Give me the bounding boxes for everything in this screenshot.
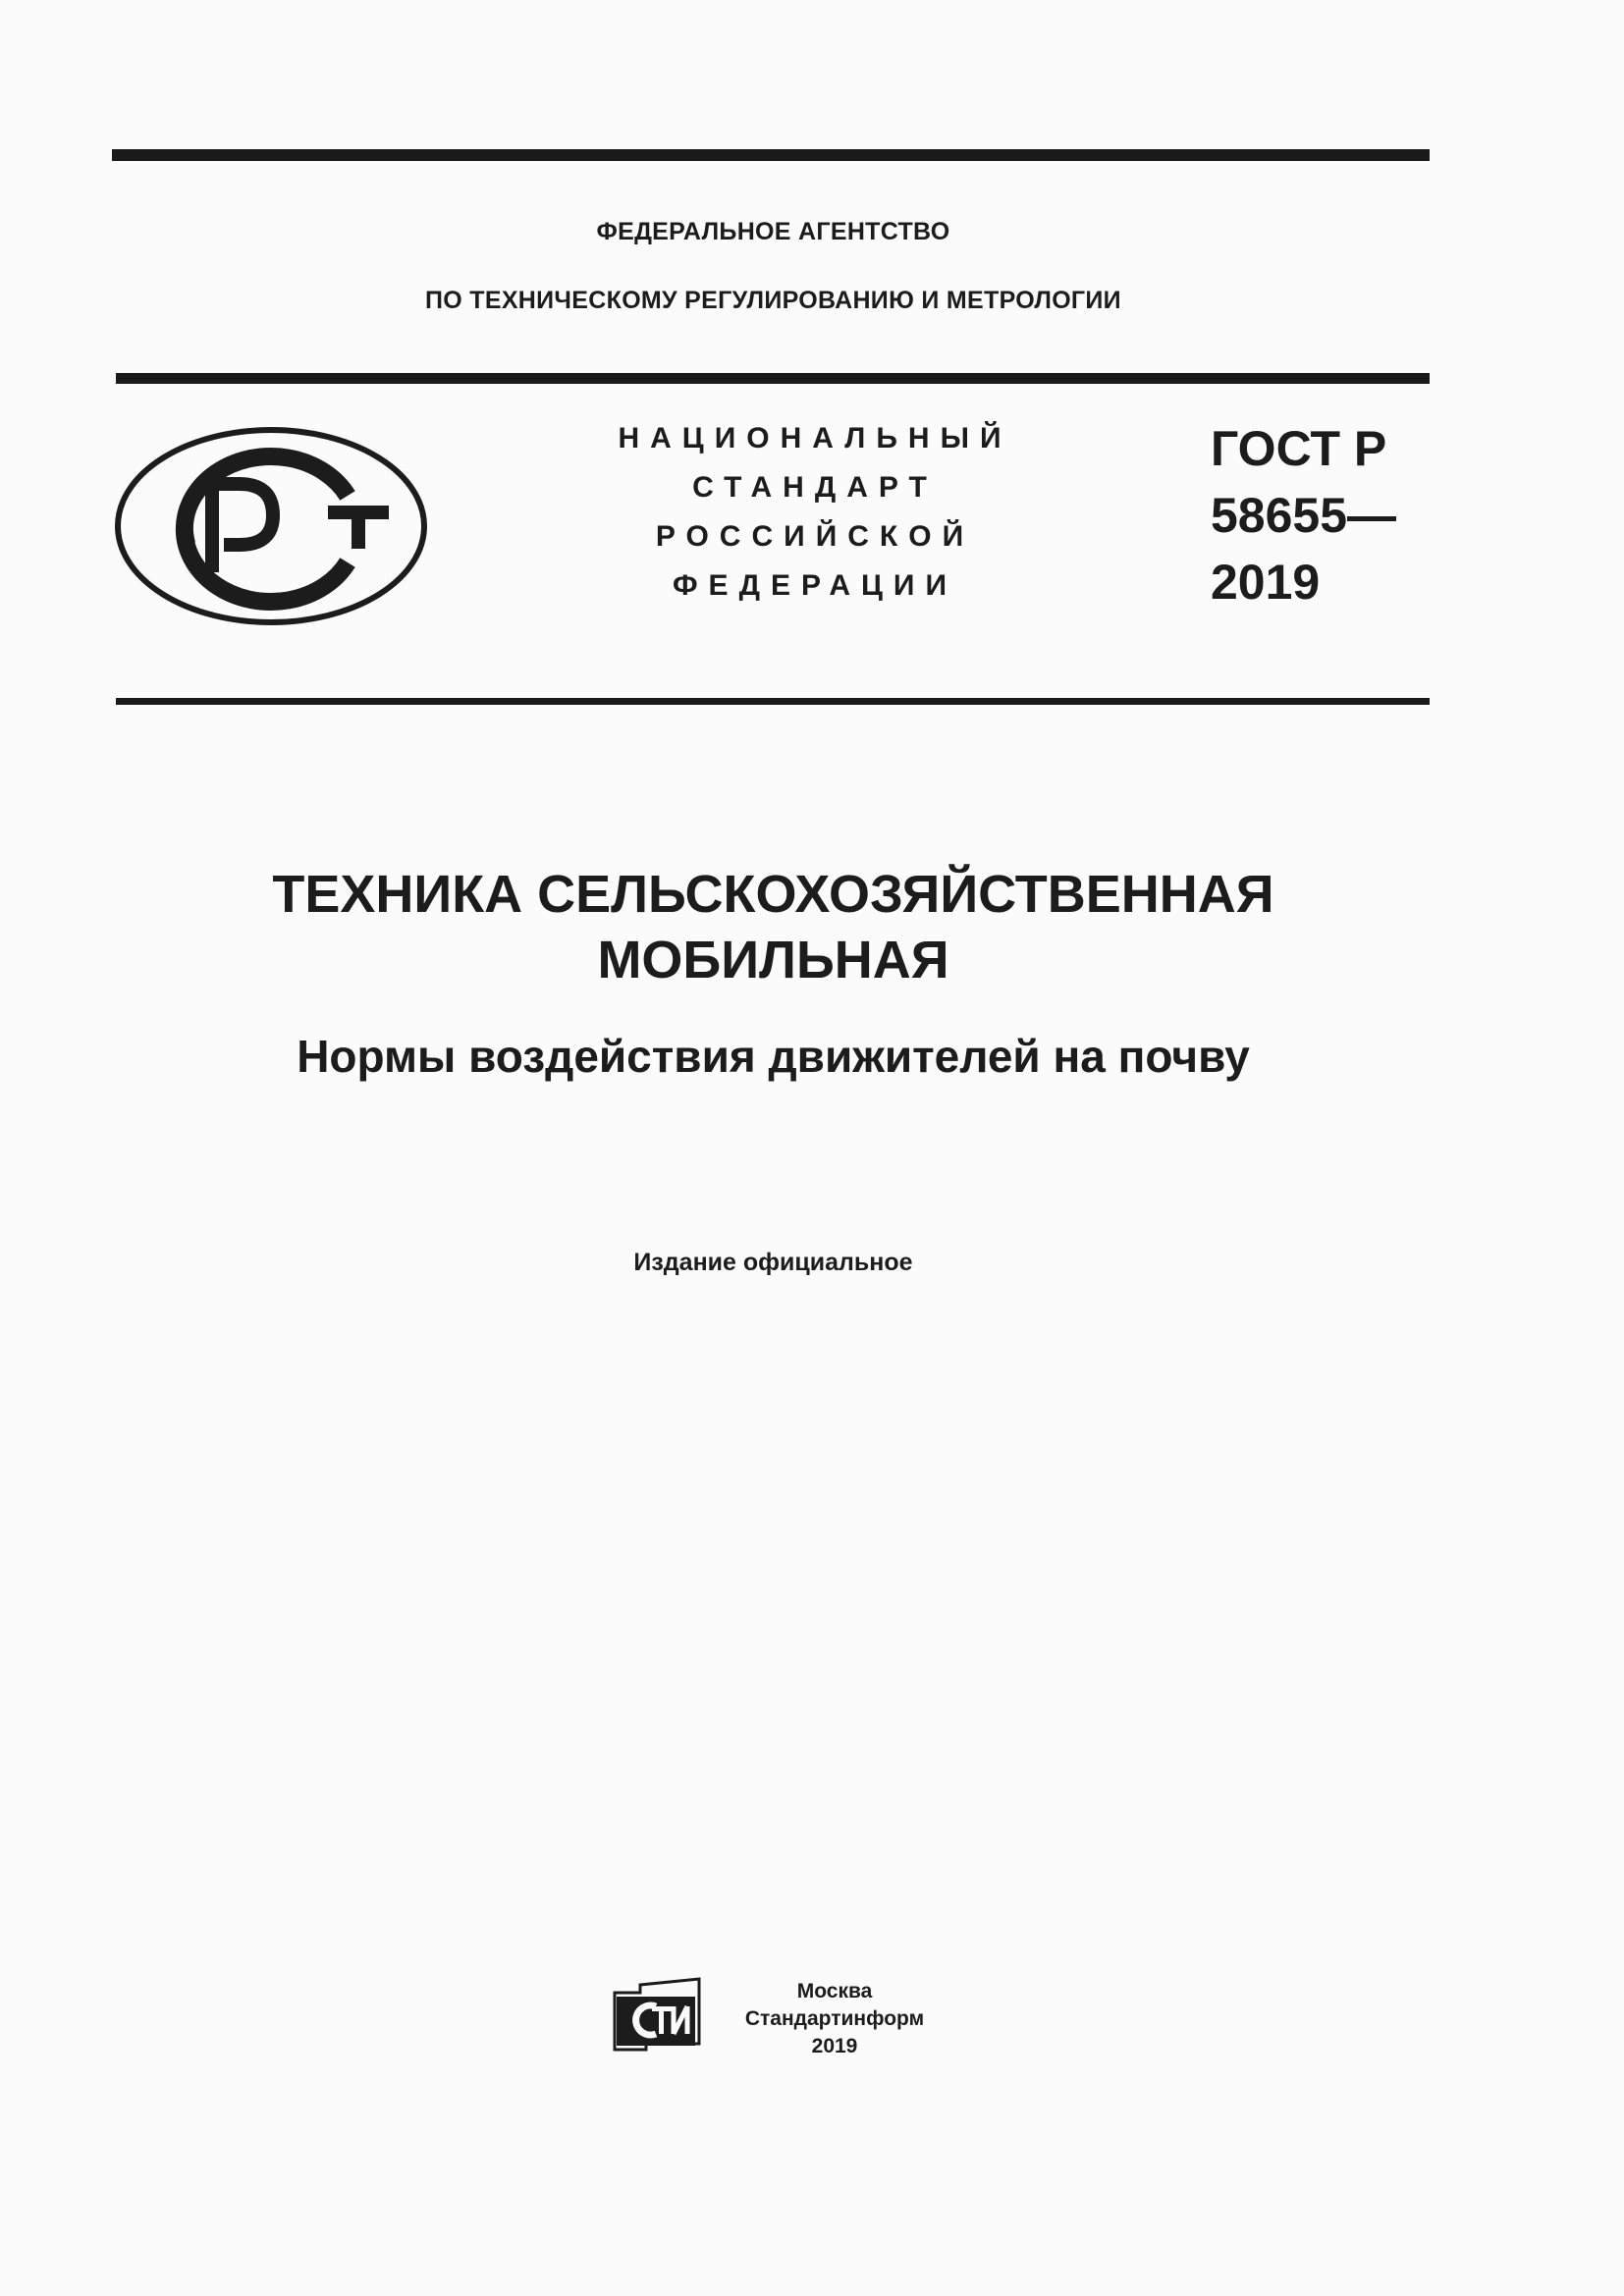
middle-rule <box>116 373 1430 384</box>
publisher-year: 2019 <box>811 2035 858 2057</box>
edition-note: Издание официальное <box>633 1249 913 1276</box>
standard-word-3: РОССИЙСКОЙ <box>655 520 975 553</box>
document-title-line-2: МОБИЛЬНАЯ <box>597 931 949 989</box>
publisher-imprint <box>717 1978 952 2060</box>
gost-designation-line-2: 58655— <box>1211 488 1397 543</box>
agency-name-line-1: ФЕДЕРАЛЬНОЕ АГЕНТСТВО <box>596 218 950 245</box>
top-rule <box>112 149 1430 161</box>
agency-name-line-2: ПО ТЕХНИЧЕСКОМУ РЕГУЛИРОВАНИЮ И МЕТРОЛОГИИ <box>425 287 1121 314</box>
gost-designation-line-3: 2019 <box>1211 555 1321 610</box>
standartinform-logo-icon <box>611 1977 706 2054</box>
standard-word-1: НАЦИОНАЛЬНЫЙ <box>618 422 1012 454</box>
publisher-name: Стандартинформ <box>744 2007 925 2030</box>
standard-word-4: ФЕДЕРАЦИИ <box>672 569 958 602</box>
lower-rule <box>116 698 1430 705</box>
document-subtitle: Нормы воздействия движителей на почву <box>297 1031 1250 1082</box>
standard-word-2: СТАНДАРТ <box>692 471 938 504</box>
publisher-city: Москва <box>796 1980 873 2002</box>
gost-designation-line-1: ГОСТ Р <box>1211 421 1387 476</box>
document-title-line-1: ТЕХНИКА СЕЛЬСКОХОЗЯЙСТВЕННАЯ <box>272 865 1274 924</box>
gost-r-emblem-icon <box>114 425 428 627</box>
